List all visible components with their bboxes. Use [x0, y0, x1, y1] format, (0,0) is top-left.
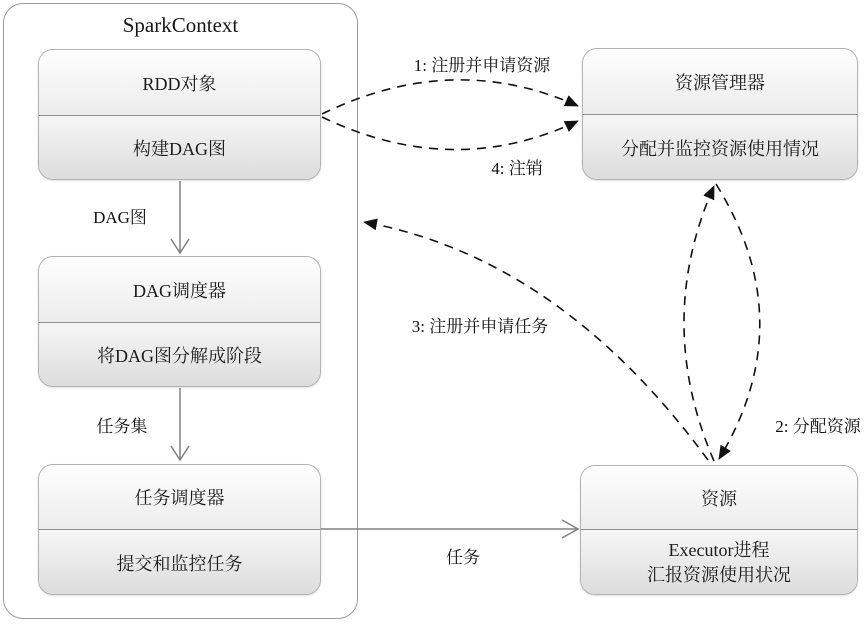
node-resource-manager-title: 资源管理器 — [583, 49, 857, 115]
node-task-scheduler — [38, 464, 321, 595]
node-executor-subtitle-line1: Executor进程 — [668, 539, 770, 560]
edge-label-step2: 2: 分配资源 — [775, 417, 861, 436]
node-rdd-subtitle: 构建DAG图 — [39, 116, 320, 180]
arrow-taskscheduler-to-executor — [321, 520, 578, 538]
node-rdd — [38, 49, 321, 180]
arrow-step3-register-request-tasks — [364, 222, 708, 460]
arrow-step1-register-request-resources — [322, 80, 578, 114]
arrow-step4-unregister — [322, 117, 578, 150]
arrow-executor-to-resourcemanager — [684, 186, 714, 461]
node-rdd-title: RDD对象 — [39, 50, 320, 116]
sparkcontext-title: SparkContext — [122, 13, 239, 37]
node-dag-scheduler — [38, 256, 321, 387]
node-resource-manager-subtitle: 分配并监控资源使用情况 — [583, 115, 857, 180]
node-resource-manager — [582, 48, 858, 180]
edge-label-dag-graph: DAG图 — [93, 208, 147, 227]
edge-label-step1: 1: 注册并申请资源 — [413, 56, 551, 75]
node-task-scheduler-title: 任务调度器 — [39, 465, 320, 530]
edge-label-step3: 3: 注册并申请任务 — [411, 317, 549, 336]
node-dag-scheduler-title: DAG调度器 — [39, 257, 320, 323]
edge-label-task-set: 任务集 — [96, 417, 148, 436]
node-dag-scheduler-subtitle: 将DAG图分解成阶段 — [39, 323, 320, 387]
edge-label-step4: 4: 注销 — [491, 159, 543, 178]
node-executor — [580, 465, 858, 595]
node-executor-subtitle-line2: 汇报资源使用状况 — [647, 564, 791, 585]
node-executor-title: 资源 — [581, 466, 857, 530]
edge-label-task: 任务 — [446, 548, 480, 567]
arrow-step2-allocate-resources — [716, 184, 760, 459]
node-executor-subtitle — [581, 530, 857, 595]
node-task-scheduler-subtitle: 提交和监控任务 — [39, 530, 320, 595]
